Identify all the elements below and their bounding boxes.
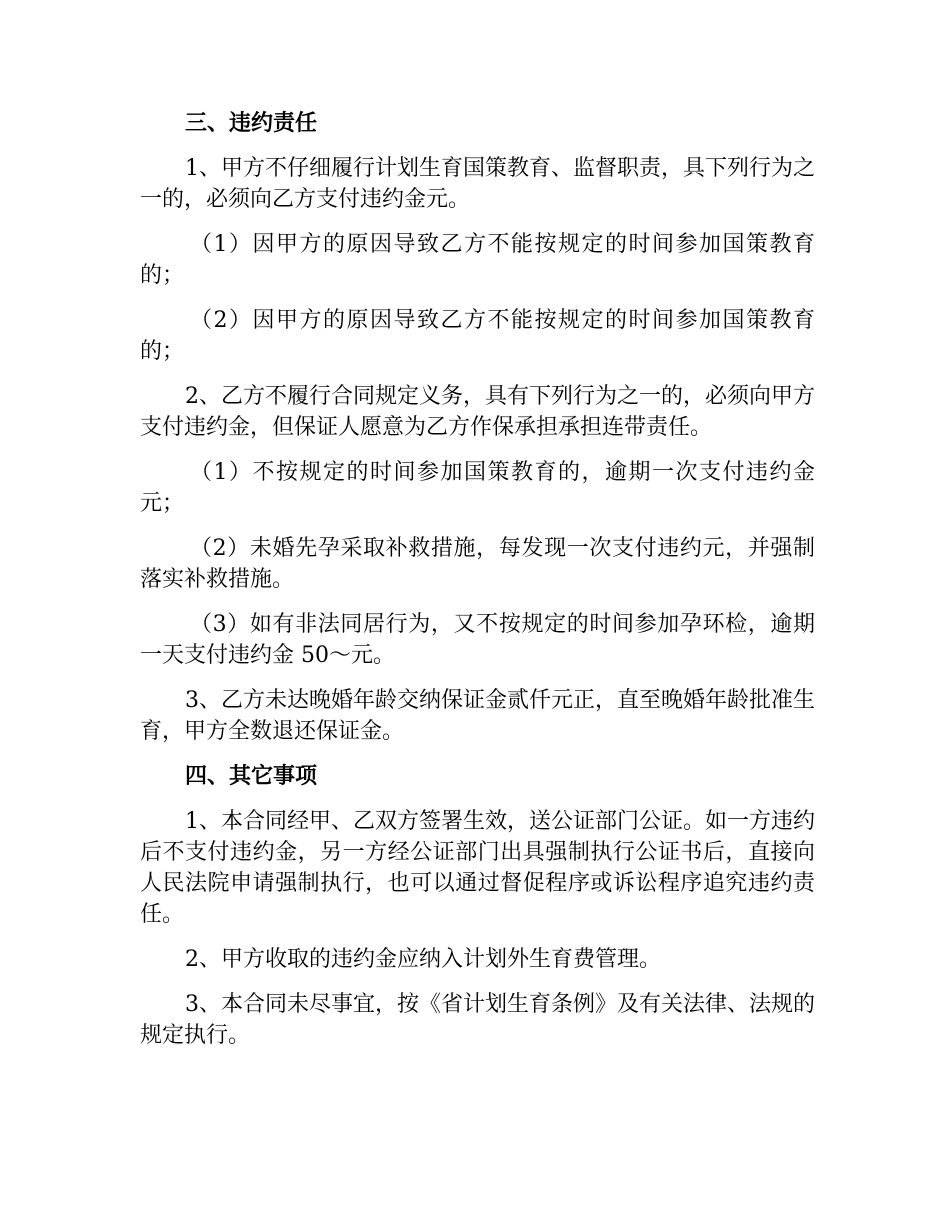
section-heading-breach-liability: 三、违约责任 [185,110,318,136]
paragraph-deposit: 3、乙方未达晚婚年龄交纳保证金贰仟元正，直至晚婚年龄批准生育，甲方全数退还保证金。 [140,688,815,744]
section-heading-other-matters: 四、其它事项 [185,763,318,789]
paragraph-party-b-item-3: （3）如有非法同居行为，又不按规定的时间参加孕环检，逾期一天支付违约金 50～元。 [140,612,815,668]
paragraph-party-b-item-2: （2）未婚先孕采取补救措施，每发现一次支付违约元，并强制落实补救措施。 [140,536,815,592]
paragraph-unresolved-matters: 3、本合同未尽事宜，按《省计划生育条例》及有关法律、法规的规定执行。 [140,992,815,1048]
paragraph-party-a-duties: 1、甲方不仔细履行计划生育国策教育、监督职责，具下列行为之一的，必须向乙方支付违约金元。 [140,156,815,212]
paragraph-notarization: 1、本合同经甲、乙双方签署生效，送公证部门公证。如一方违约后不支付违约金，另一方经公证部门出具强制执行公证书后，直接向人民法院申请强制执行，也可以通过督促程序或诉讼程序追究违约责任。 [140,809,815,927]
paragraph-party-a-item-2: （2）因甲方的原因导致乙方不能按规定的时间参加国策教育的； [140,308,815,364]
paragraph-party-b-item-1: （1）不按规定的时间参加国策教育的，逾期一次支付违约金元； [140,460,815,516]
document-page [140,108,815,1065]
paragraph-party-b-duties: 2、乙方不履行合同规定义务，具有下列行为之一的，必须向甲方支付违约金，但保证人愿意为乙方作保承担承担连带责任。 [140,384,815,440]
paragraph-party-a-item-1: （1）因甲方的原因导致乙方不能按规定的时间参加国策教育的； [140,232,815,288]
paragraph-penalty-management: 2、甲方收取的违约金应纳入计划外生育费管理。 [185,947,661,972]
